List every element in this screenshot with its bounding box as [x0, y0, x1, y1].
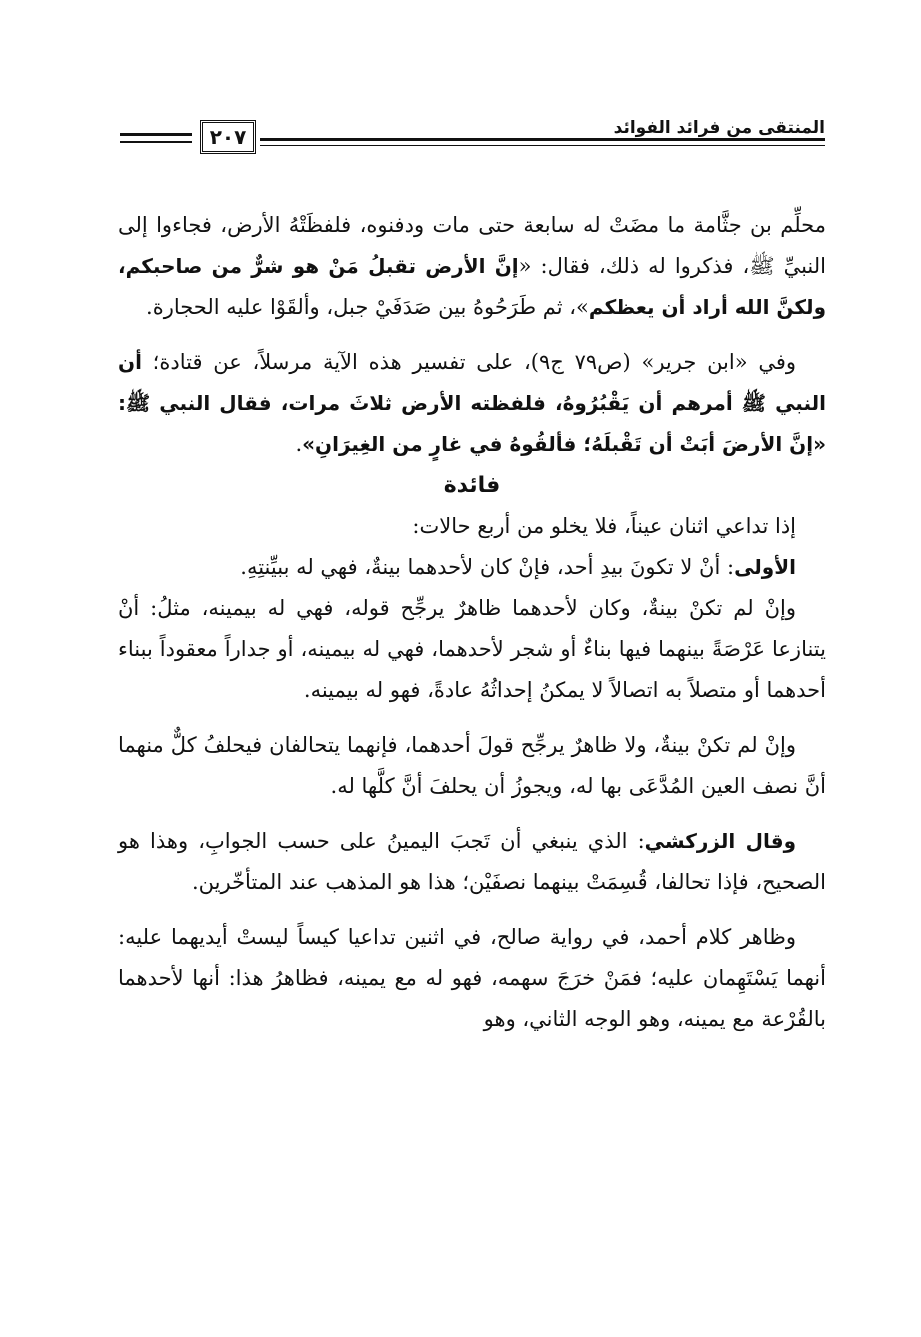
- page-header: [120, 112, 825, 160]
- paragraph-7: [118, 821, 826, 903]
- paragraph-8: وظاهر كلام أحمد، في رواية صالح، في اثنين تداعيا كيساً ليستْ أيديهما عليه: أنهما يَسْتَهِمان عليه؛ فمَنْ خرَجَ سهمه، فهو له مع يمينه، فظاهرُ هذا: أنها لأحدهما بالقُرْعة مع يمينه، وهو الوجه الثاني، وهو: [118, 925, 826, 1031]
- paragraph-2: [118, 342, 826, 465]
- header-rule: [120, 141, 192, 143]
- paragraph-5: وإنْ لم تكنْ بينةٌ، وكان لأحدهما ظاهرٌ يرجِّح قوله، فهي له بيمينه، مثلُ: أنْ يتنازعا عَرْصَةً بينهما فيها بناءٌ أو شجر لأحدهما، فهي له بيمينه، أو جداراً معقوداً ببناء أحدهما أو متصلاً به اتصالاً لا يمكنُ إحداثُهُ عادةً، فهو له بيمينه.: [118, 596, 826, 702]
- page-body: [118, 205, 826, 1040]
- p4-text: : أنْ لا تكونَ بيدِ أحد، فإنْ كان لأحدهما بينةٌ، فهي له ببيِّنتِهِ.: [240, 555, 735, 579]
- p2-hadith-quote: أن النبي ﷺ أمرهم أن يَقْبُرُوهُ، فلفظته الأرض ثلاثَ مرات، فقال النبي ﷺ: «إنَّ الأرضَ أبَتْ أن تَقْبلَهُ؛ فألقُوهُ في غارٍ من الغِيرَانِ»: [118, 350, 826, 456]
- p1-hadith-quote: إنَّ الأرض تقبلُ مَنْ هو شرٌّ من صاحبكم، ولكنَّ الله أراد أن يعظكم: [118, 254, 826, 319]
- p7-label: وقال الزركشي: [644, 829, 796, 853]
- p1-text-c: »، ثم طَرَحُوهُ بين صَدَفَيْ جبل، وألقَوْا عليه الحجارة.: [146, 295, 589, 319]
- p7-text: : الذي ينبغي أن تَجبَ اليمينُ على حسب الجوابِ، وهذا هو الصحيح، فإذا تحالفا، قُسِمَتْ بينهما نصفَيْن؛ هذا هو المذهب عند المتأخّرين.: [118, 829, 826, 894]
- page-number: ٢٠٧: [200, 120, 256, 154]
- paragraph-6: وإنْ لم تكنْ بينةٌ، ولا ظاهرٌ يرجِّح قولَ أحدهما، فإنهما يتحالفان فيحلفُ كلٌّ منهما أنَّ نصف العين المُدَّعَى بها له، ويجوزُ أن يحلفَ أنَّ كلَّها له.: [118, 733, 826, 798]
- header-rule: [260, 145, 825, 146]
- p2-text-c: .: [295, 432, 303, 456]
- section-title: فائدة: [443, 473, 501, 498]
- p1-text-a: محلِّم بن جثَّامة ما مضَتْ له سابعة حتى مات ودفنوه، فلفظَتْهُ الأرض، فجاءوا إلى النبيِّ ﷺ، فذكروا له ذلك، فقال: «: [118, 213, 827, 278]
- paragraph-4: [118, 547, 826, 588]
- p2-text-a: وفي «ابن جرير» (ص٧٩ ج٩)، على تفسير هذه الآية مرسلاً، عن قتادة؛: [141, 350, 796, 374]
- header-rule: [260, 138, 825, 141]
- paragraph-3: إذا تداعي اثنان عيناً، فلا يخلو من أربع حالات:: [412, 514, 796, 538]
- book-title: المنتقى من فرائد الفوائد: [613, 118, 825, 138]
- paragraph-1: [118, 205, 826, 328]
- header-rule: [120, 133, 192, 136]
- p4-label: الأولى: [734, 555, 796, 579]
